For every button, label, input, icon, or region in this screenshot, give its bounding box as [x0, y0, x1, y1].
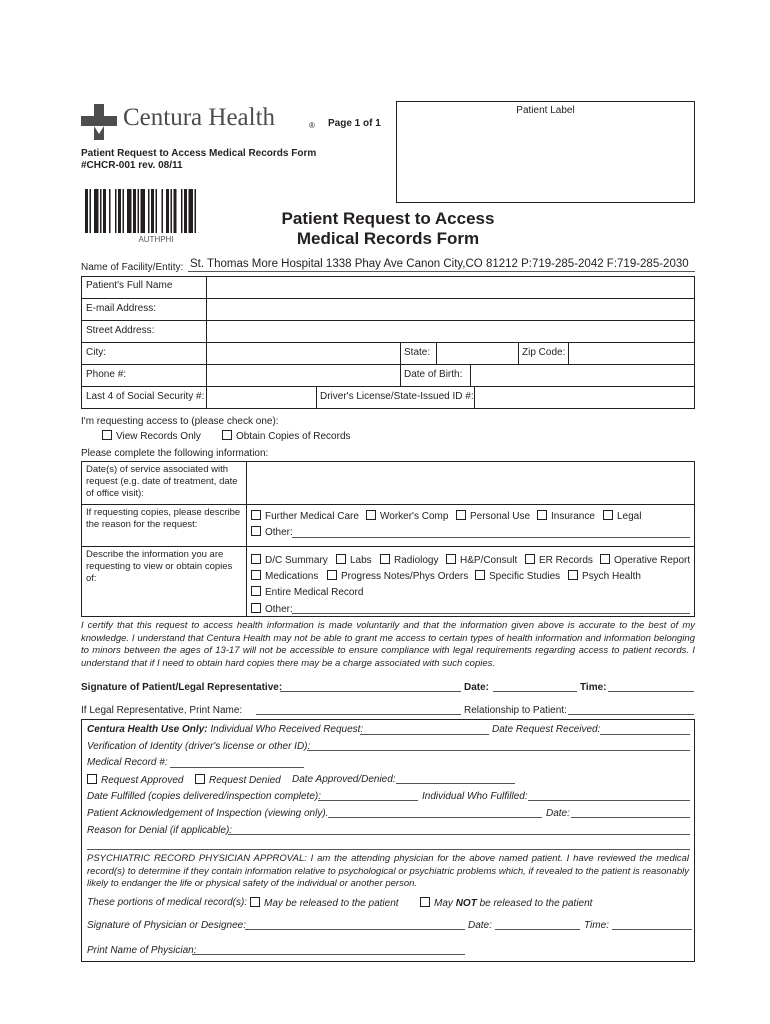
- date-received-line[interactable]: [600, 734, 690, 735]
- reason-insurance[interactable]: [537, 510, 595, 522]
- obtain-copies-option[interactable]: [222, 430, 351, 442]
- relationship-line[interactable]: [568, 714, 694, 715]
- checkbox-icon[interactable]: [222, 430, 232, 440]
- mrn-label: Medical Record #:: [87, 757, 168, 768]
- date-fulfilled-label: Date Fulfilled (copies delivered/inspection complete):: [87, 791, 322, 802]
- fulfilled-by-line[interactable]: [528, 800, 690, 801]
- info-medications-label: Medications: [265, 571, 319, 582]
- page-number: Page 1 of 1: [328, 118, 381, 129]
- relationship-label: Relationship to Patient:: [464, 705, 567, 716]
- info-er-records[interactable]: [525, 554, 593, 566]
- sig-date-line[interactable]: [493, 691, 577, 692]
- info-radiology[interactable]: [380, 554, 438, 566]
- title-line1: Patient Request to Access: [281, 209, 495, 228]
- title-line2: Medical Records Form: [296, 229, 480, 248]
- info-er-records-label: ER Records: [539, 555, 593, 566]
- signature-line[interactable]: [280, 691, 461, 692]
- info-other-line[interactable]: [292, 613, 690, 614]
- info-operative-report[interactable]: [600, 554, 690, 566]
- sig-time-label: Time:: [580, 682, 607, 693]
- facility-label: Name of Facility/Entity:: [81, 262, 184, 273]
- fulfilled-by-label: Individual Who Fulfilled:: [422, 791, 528, 802]
- psychiatric-approval-text: PSYCHIATRIC RECORD PHYSICIAN APPROVAL: I am the attending physician for the above named patient. I have reviewed the medical record(s) to determine if they contain information relative to psychological or psychiatric problems which, if revealed to the patient is reasonably likely to endanger the life or physical safety of the individual or another person.: [87, 853, 689, 889]
- reason-personal-use-label: Personal Use: [470, 511, 531, 522]
- barcode-icon: [85, 189, 227, 233]
- info-specific-studies-label: Specific Studies: [489, 571, 561, 582]
- rep-name-line[interactable]: [256, 714, 461, 715]
- full-name-input[interactable]: [207, 277, 694, 298]
- email-label: E-mail Address:: [86, 303, 157, 314]
- zip-label: Zip Code:: [522, 347, 566, 358]
- city-label: City:: [86, 347, 106, 358]
- street-input[interactable]: [207, 321, 694, 342]
- checkbox-icon[interactable]: [380, 554, 390, 564]
- reason-further-care-label: Further Medical Care: [265, 511, 359, 522]
- info-psych-health-label: Psych Health: [582, 571, 641, 582]
- office-use-heading: Centura Health Use Only:: [87, 724, 208, 735]
- license-label: Driver's License/State-Issued ID #:: [320, 391, 474, 402]
- checkbox-icon[interactable]: [102, 430, 112, 440]
- state-input[interactable]: [437, 343, 517, 364]
- physician-time-label: Time:: [584, 920, 609, 931]
- request-approved-option[interactable]: [87, 774, 183, 786]
- date-approved-label: Date Approved/Denied:: [292, 774, 396, 785]
- physician-signature-label: Signature of Physician or Designee:: [87, 920, 246, 931]
- physician-date-label: Date:: [468, 920, 492, 931]
- info-other-label: Other:: [265, 604, 293, 615]
- reason-workers-comp-label: Worker's Comp: [380, 511, 449, 522]
- cross-logo-icon: [81, 104, 117, 140]
- checkbox-icon[interactable]: [251, 570, 261, 580]
- denial-reason-line-2[interactable]: [87, 849, 690, 850]
- license-input[interactable]: [475, 387, 694, 409]
- checkbox-icon[interactable]: [568, 570, 578, 580]
- denial-reason-line[interactable]: [228, 834, 690, 835]
- ssn-label: Last 4 of Social Security #:: [86, 391, 205, 402]
- zip-input[interactable]: [569, 343, 694, 364]
- dates-of-service-label: Date(s) of service associated with request (e.g. date of treatment, date of office visit):: [86, 464, 238, 499]
- checkbox-icon[interactable]: [336, 554, 346, 564]
- dob-input[interactable]: [471, 365, 694, 386]
- received-by-line[interactable]: [360, 734, 489, 735]
- date-received-label: Date Request Received:: [492, 724, 601, 735]
- dates-of-service-input[interactable]: [247, 462, 694, 504]
- phone-input[interactable]: [207, 365, 399, 386]
- access-prompt: I'm requesting access to (please check one):: [81, 416, 279, 427]
- physician-print-label: Print Name of Physician:: [87, 945, 197, 956]
- checkbox-icon[interactable]: [250, 897, 260, 907]
- physician-signature-line[interactable]: [245, 929, 465, 930]
- may-not-suffix: be released to the patient: [479, 898, 593, 909]
- checkbox-icon[interactable]: [195, 774, 205, 784]
- reason-insurance-label: Insurance: [551, 511, 595, 522]
- ssn-input[interactable]: [207, 387, 315, 409]
- reason-other[interactable]: [251, 526, 293, 538]
- sig-time-line[interactable]: [608, 691, 694, 692]
- checkbox-icon[interactable]: [456, 510, 466, 520]
- acknowledgement-label: Patient Acknowledgement of Inspection (viewing only).: [87, 808, 329, 819]
- info-psych-health[interactable]: [568, 570, 641, 582]
- received-by-label: Individual Who Received Request:: [210, 724, 364, 735]
- city-input[interactable]: [207, 343, 399, 364]
- info-dc-summary[interactable]: [251, 554, 328, 566]
- verification-label: Verification of Identity (driver's license or other ID):: [87, 741, 311, 752]
- checkbox-icon[interactable]: [251, 603, 261, 613]
- checkbox-icon[interactable]: [603, 510, 613, 520]
- physician-time-line[interactable]: [612, 929, 692, 930]
- verification-line[interactable]: [307, 750, 690, 751]
- dob-label: Date of Birth:: [404, 369, 463, 380]
- info-other[interactable]: [251, 603, 293, 615]
- info-progress-notes[interactable]: [327, 570, 468, 582]
- brand-name: Centura Health: [123, 104, 276, 131]
- info-hp-consult[interactable]: [446, 554, 517, 566]
- may-not-release-option[interactable]: [420, 897, 592, 909]
- checkbox-icon[interactable]: [251, 554, 261, 564]
- patient-label-box[interactable]: [396, 101, 695, 203]
- registered-mark: ®: [309, 121, 315, 130]
- email-input[interactable]: [207, 299, 694, 320]
- info-medications[interactable]: [251, 570, 318, 582]
- view-only-option[interactable]: [102, 430, 201, 442]
- info-hp-consult-label: H&P/Consult: [460, 555, 518, 566]
- date-fulfilled-line[interactable]: [318, 800, 418, 801]
- reason-other-label: Other:: [265, 527, 293, 538]
- ack-date-line[interactable]: [571, 817, 690, 818]
- info-radiology-label: Radiology: [394, 555, 439, 566]
- checkbox-icon[interactable]: [251, 526, 261, 536]
- may-release-option[interactable]: [250, 897, 399, 909]
- view-only-label: View Records Only: [116, 431, 201, 442]
- barcode: [85, 189, 227, 244]
- reason-legal[interactable]: [603, 510, 641, 522]
- ack-date-label: Date:: [546, 808, 570, 819]
- checkbox-icon[interactable]: [420, 897, 430, 907]
- date-approved-line[interactable]: [396, 783, 515, 784]
- reason-legal-label: Legal: [617, 511, 642, 522]
- may-not-emphasis: NOT: [455, 898, 477, 909]
- checkbox-icon[interactable]: [600, 554, 610, 564]
- barcode-caption: AUTHPHI: [138, 235, 174, 244]
- centura-logo: [81, 104, 117, 140]
- checkbox-icon[interactable]: [251, 510, 261, 520]
- patient-label-text: Patient Label: [516, 105, 575, 116]
- certification-text: I certify that this request to access health information is made voluntarily and that the information given above is accurate to the best of my knowledge. I understand that Centura Health may not be able to grant me access to certain types of health information and information belonging to minors between the ages of 13-17 will not be accessible to ensure compliance with legal requirements regarding access to patient records. I understand that if I need to obtain hard copies there may be a charge associated with such copies.: [81, 620, 695, 669]
- reason-label: If requesting copies, please describe the reason for the request:: [86, 507, 241, 530]
- acknowledgement-line[interactable]: [328, 817, 542, 818]
- rep-name-label: If Legal Representative, Print Name:: [81, 705, 243, 716]
- street-label: Street Address:: [86, 325, 155, 336]
- facility-line: [188, 271, 695, 272]
- denial-reason-label: Reason for Denial (if applicable):: [87, 825, 233, 836]
- mrn-line[interactable]: [170, 767, 304, 768]
- full-name-label: Patient's Full Name: [86, 280, 173, 291]
- may-not-prefix: May: [434, 898, 453, 909]
- physician-print-line[interactable]: [192, 954, 465, 955]
- info-entire-record[interactable]: [251, 586, 363, 598]
- info-operative-report-label: Operative Report: [614, 555, 691, 566]
- checkbox-icon[interactable]: [525, 554, 535, 564]
- reason-other-line[interactable]: [292, 537, 690, 538]
- complete-prompt: Please complete the following information:: [81, 448, 269, 459]
- state-label: State:: [404, 347, 431, 358]
- physician-date-line[interactable]: [495, 929, 580, 930]
- info-labs-label: Labs: [350, 555, 372, 566]
- reason-further-care[interactable]: [251, 510, 359, 522]
- checkbox-icon[interactable]: [475, 570, 485, 580]
- signature-label: Signature of Patient/Legal Representative:: [81, 682, 283, 693]
- obtain-copies-label: Obtain Copies of Records: [236, 431, 351, 442]
- reason-personal-use[interactable]: [456, 510, 530, 522]
- may-release-label: May be released to the patient: [264, 898, 399, 909]
- checkbox-icon[interactable]: [366, 510, 376, 520]
- checkbox-icon[interactable]: [446, 554, 456, 564]
- info-entire-record-label: Entire Medical Record: [265, 587, 364, 598]
- info-progress-notes-label: Progress Notes/Phys Orders: [341, 571, 469, 582]
- request-denied-label: Request Denied: [209, 775, 281, 786]
- info-specific-studies[interactable]: [475, 570, 560, 582]
- phone-label: Phone #:: [86, 369, 127, 380]
- request-approved-label: Request Approved: [101, 775, 184, 786]
- form-code: #CHCR-001 rev. 08/11: [81, 160, 183, 171]
- portions-label: These portions of medical record(s):: [87, 897, 248, 908]
- describe-info-label: Describe the information you are requesting to view or obtain copies of:: [86, 549, 233, 584]
- facility-value[interactable]: St. Thomas More Hospital 1338 Phay Ave Canon City,CO 81212 P:719-285-2042 F:719-285-2030: [190, 258, 689, 270]
- checkbox-icon[interactable]: [87, 774, 97, 784]
- office-use-heading-row: [87, 724, 363, 735]
- info-labs[interactable]: [336, 554, 372, 566]
- checkbox-icon[interactable]: [251, 586, 261, 596]
- checkbox-icon[interactable]: [537, 510, 547, 520]
- info-dc-summary-label: D/C Summary: [265, 555, 328, 566]
- sig-date-label: Date:: [464, 682, 490, 693]
- reason-workers-comp[interactable]: [366, 510, 448, 522]
- request-denied-option[interactable]: [195, 774, 281, 786]
- checkbox-icon[interactable]: [327, 570, 337, 580]
- form-name: Patient Request to Access Medical Records Form: [81, 148, 317, 159]
